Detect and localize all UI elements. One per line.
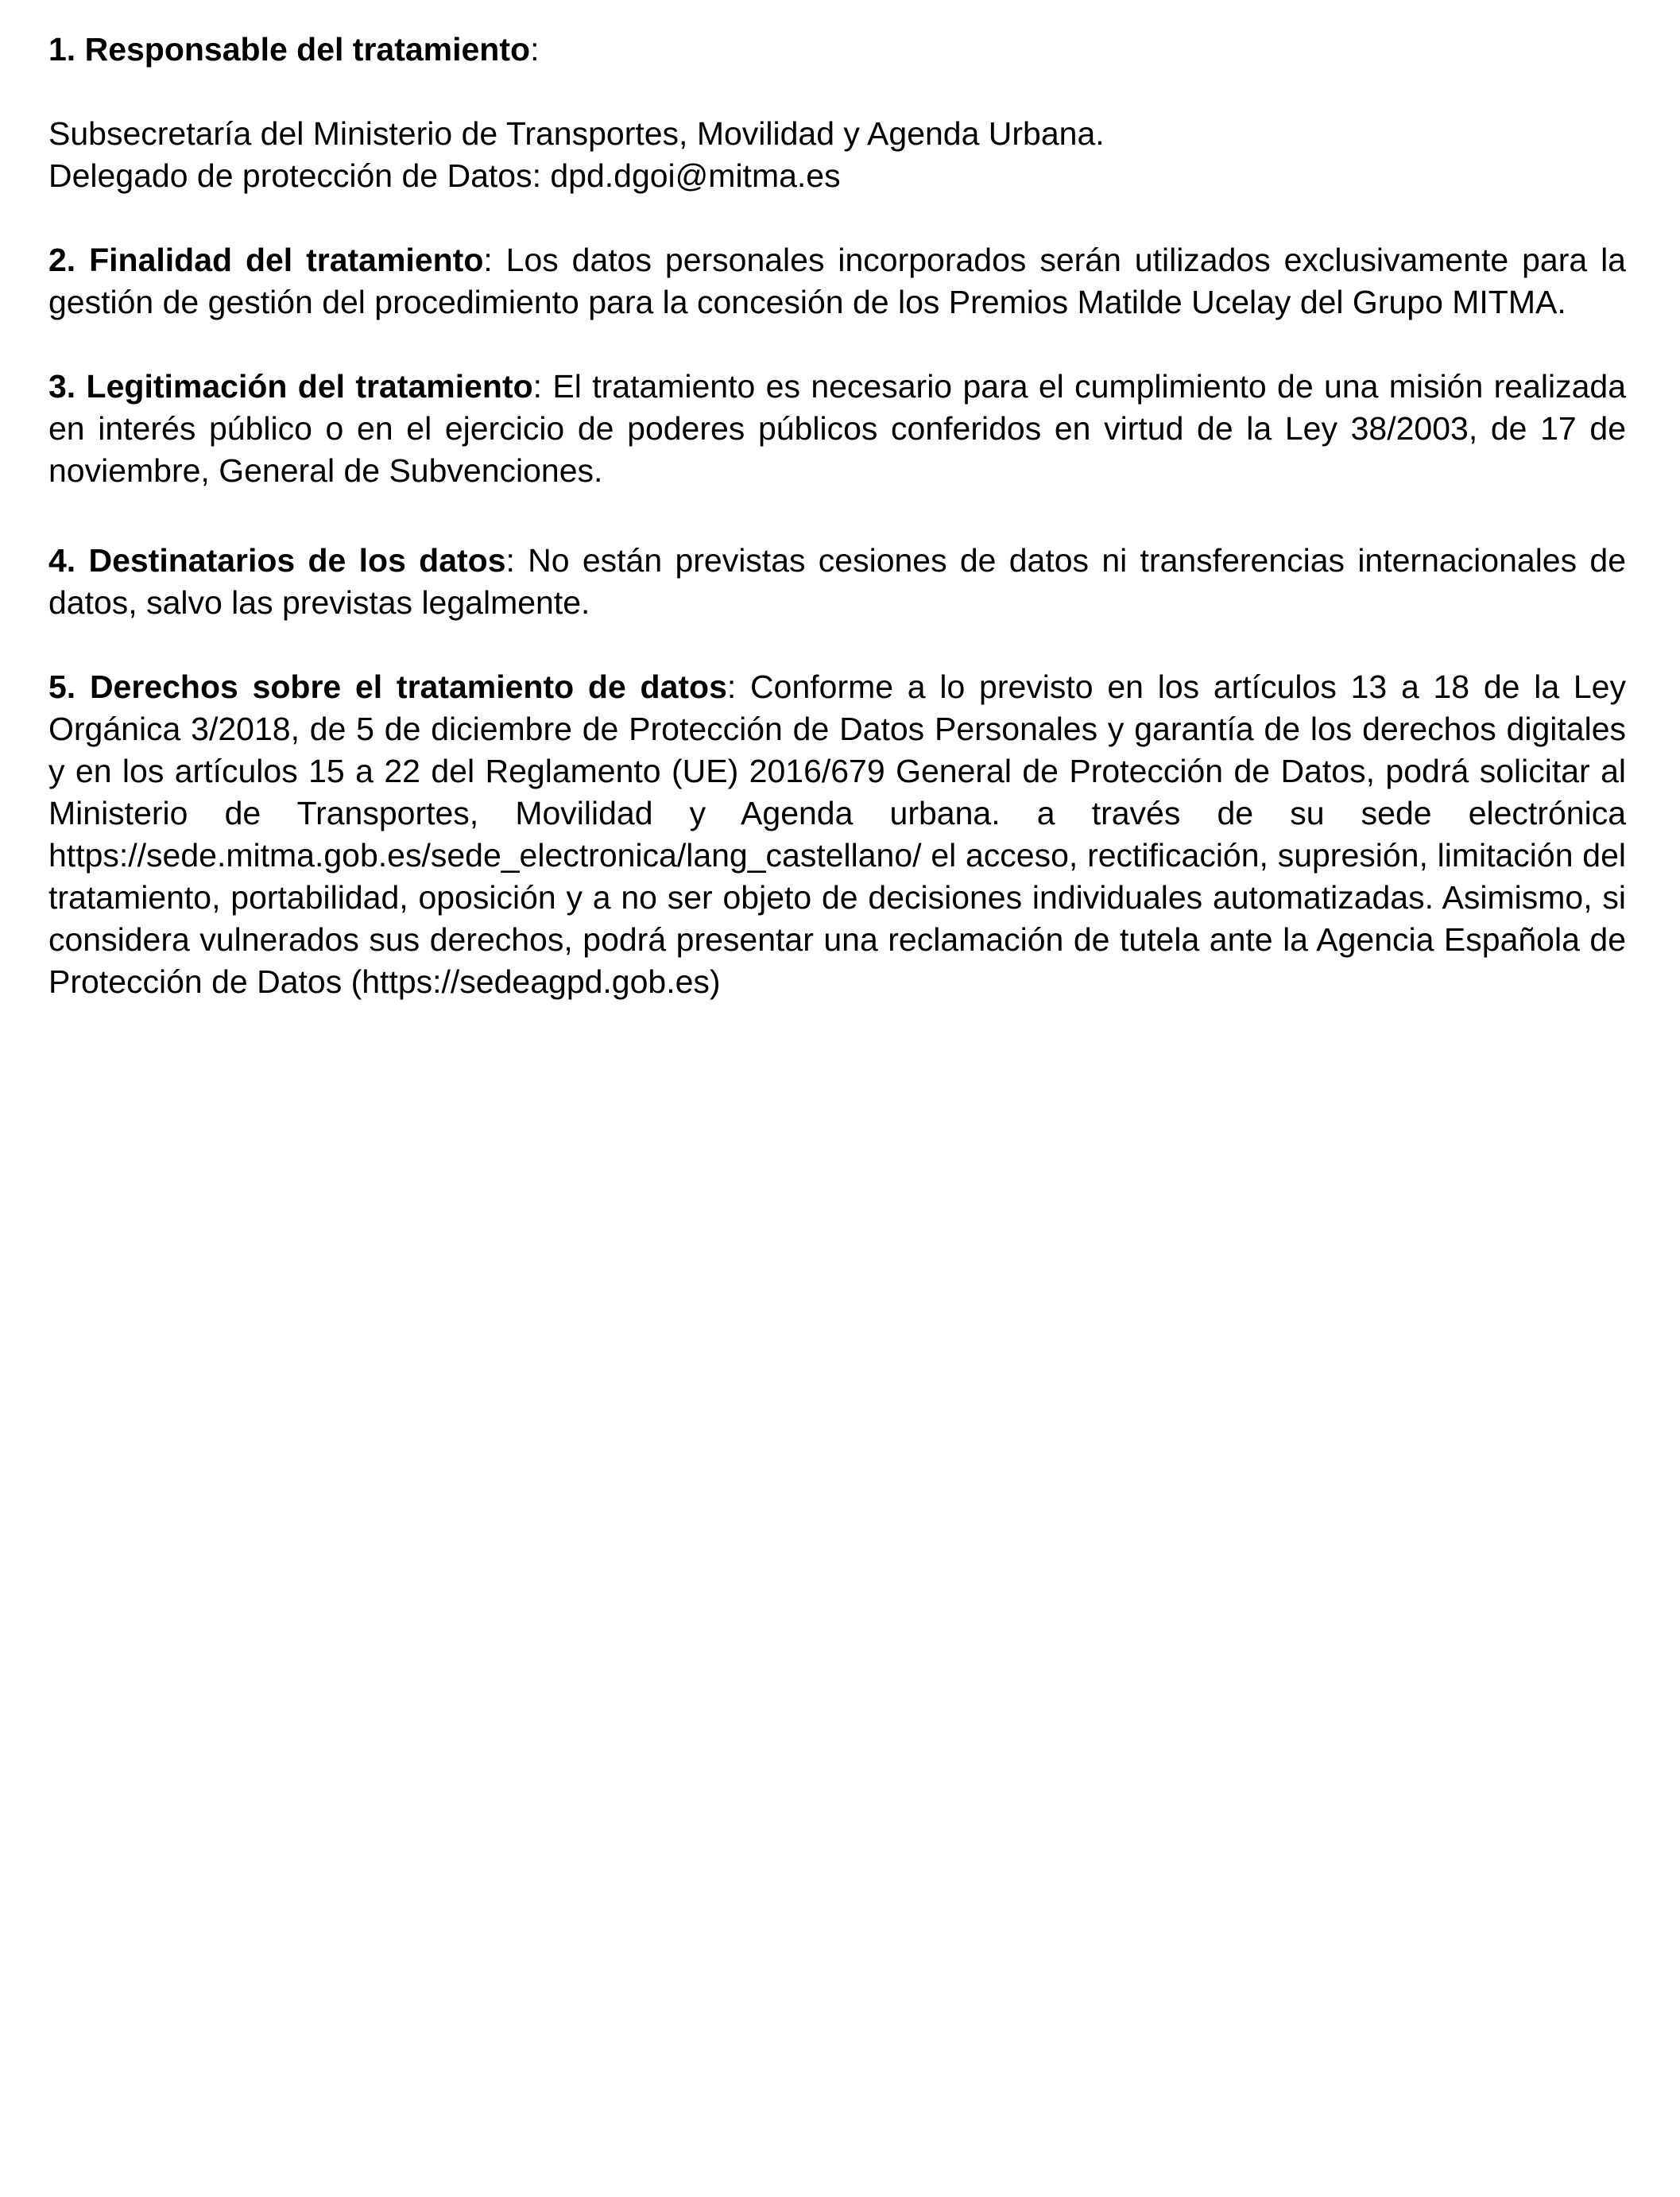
section-destinatarios <box>48 540 1626 624</box>
section-body: : El tratamiento es necesario para el cumplimiento de una misión realizada en interés público o en el ejercicio de poderes públicos conferidos en virtud de la Ley 38/2003, de 17 de noviembre, General de Subvenciones. <box>48 368 1626 489</box>
section-paragraph <box>48 239 1626 324</box>
section-heading: 2. Finalidad del tratamiento <box>48 242 484 278</box>
dpo-contact: Delegado de protección de Datos: dpd.dgoi@mitma.es <box>48 157 841 194</box>
section-heading: 3. Legitimación del tratamiento <box>48 368 533 405</box>
section-heading: 1. Responsable del tratamiento <box>48 31 531 68</box>
section-paragraph <box>48 666 1626 1003</box>
section-finalidad <box>48 239 1626 324</box>
section-responsable <box>48 29 1626 197</box>
document-body <box>48 29 1626 1003</box>
responsable-entity: Subsecretaría del Ministerio de Transportes, Movilidad y Agenda Urbana. <box>48 115 1105 152</box>
heading-colon: : <box>530 31 540 68</box>
section-heading: 4. Destinatarios de los datos <box>48 542 506 579</box>
section-body: : Conforme a lo previsto en los artículos 13 a 18 de la Ley Orgánica 3/2018, de 5 de diciembre de Protección de Datos Personales y garantía de los derechos digitales y en los artículos 15 a 22 del Reglamento (UE) 2016/679 General de Protección de Datos, podrá solicitar al Ministerio de Transportes, Movilidad y Agenda urbana. a través de su sede electrónica https://sede.mitma.gob.es/sede_electronica/lang_castellano/ el acceso, rectificación, supresión, limitación del tratamiento, portabilidad, oposición y a no ser objeto de decisiones individuales automatizadas. Asimismo, si considera vulnerados sus derechos, podrá presentar una reclamación de tutela ante la Agencia Española de Protección de Datos (https://sedeagpd.gob.es) <box>48 668 1626 1000</box>
section-heading: 5. Derechos sobre el tratamiento de datos <box>48 668 727 705</box>
section-heading-line <box>48 29 1626 71</box>
section-derechos <box>48 666 1626 1003</box>
section-body: : Los datos personales incorporados serán utilizados exclusivamente para la gestión de gestión del procedimiento para la concesión de los Premios Matilde Ucelay del Grupo MITMA. <box>48 242 1626 320</box>
section-body: : No están previstas cesiones de datos ni transferencias internacionales de datos, salvo las previstas legalmente. <box>48 542 1626 621</box>
section-paragraph <box>48 366 1626 492</box>
section-paragraph <box>48 540 1626 624</box>
section-legitimacion <box>48 366 1626 492</box>
